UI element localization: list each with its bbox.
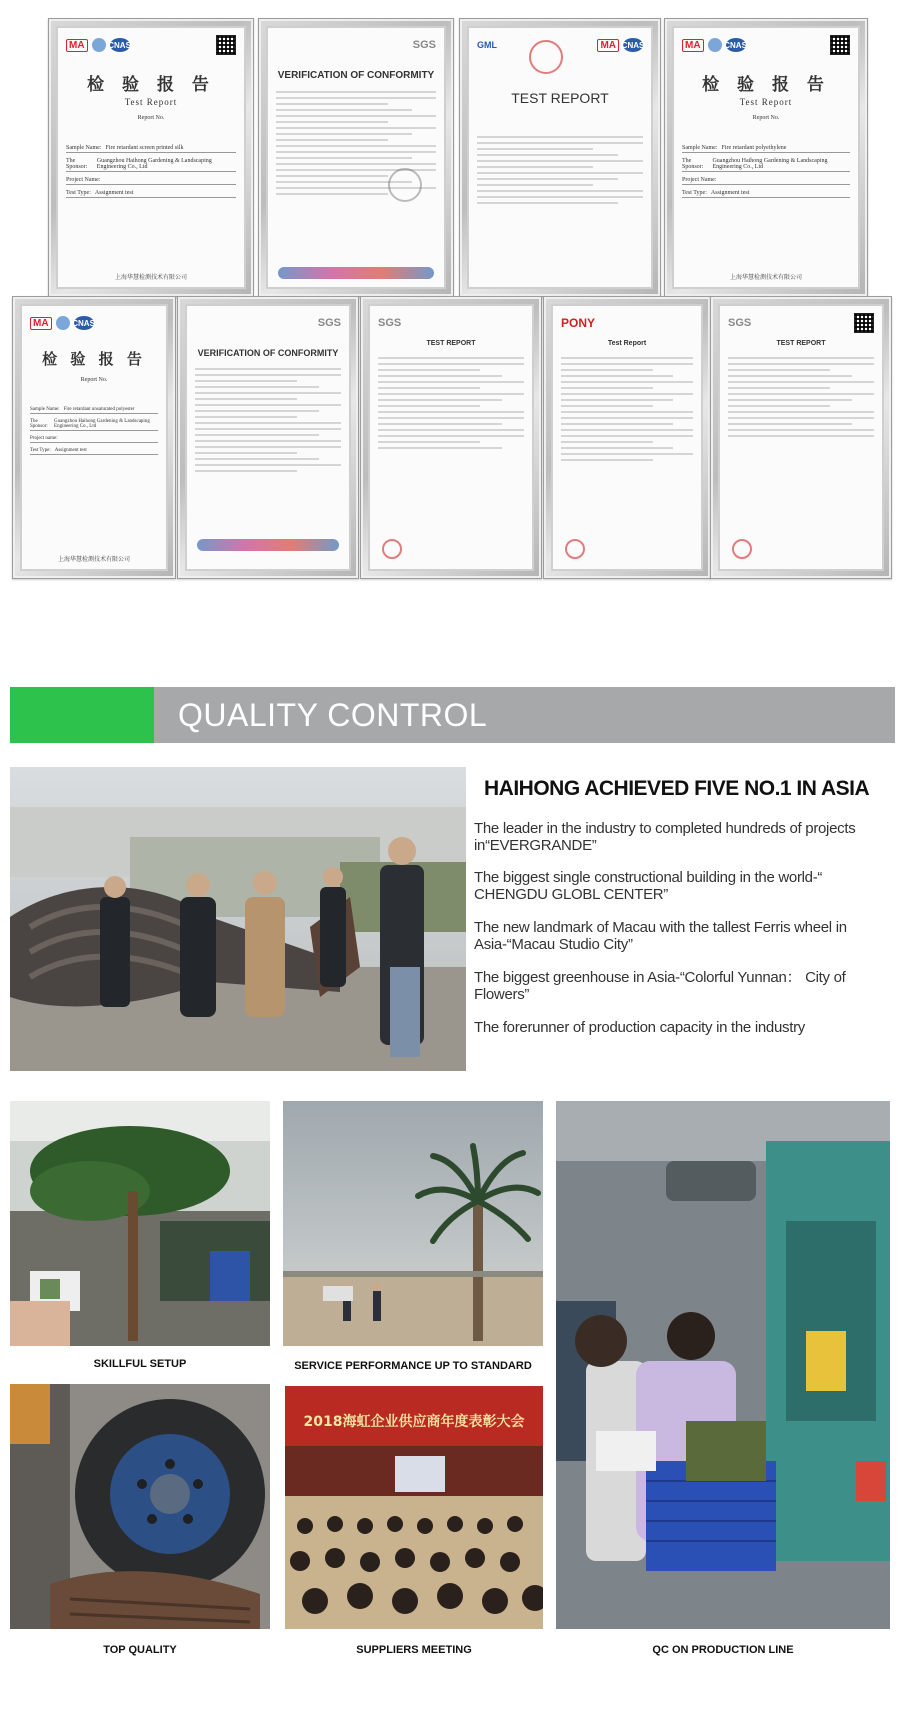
certificate-gml-test-report — [459, 18, 661, 297]
certificate-title: TEST REPORT — [776, 340, 826, 347]
certificate-paper — [368, 304, 534, 571]
sgs-logo-icon: SGS — [317, 317, 341, 329]
field-row: Test Type: Assignment test — [30, 448, 158, 455]
ilac-logo-icon — [92, 38, 106, 52]
certificate-logos — [561, 312, 693, 334]
achievement-item: The leader in the industry to completed hundreds of projects in“EVERGRANDE” — [474, 820, 856, 854]
palm-tree-scene — [283, 1101, 543, 1346]
inspection-scene — [10, 767, 466, 1071]
seal-icon — [388, 168, 422, 202]
ilac-logo-icon — [56, 316, 70, 330]
cnas-logo-icon: CNAS — [74, 316, 94, 330]
gml-logo-icon: GML — [477, 40, 497, 50]
sgs-ribbon-icon — [197, 539, 339, 551]
certificate-title: Test Report — [607, 340, 647, 347]
tree-setup-scene — [10, 1101, 270, 1346]
certificate-text-lines — [378, 357, 524, 449]
ma-logo-icon: MA — [66, 39, 88, 52]
ma-logo-icon: MA — [597, 39, 619, 52]
report-number: Report No. — [752, 115, 780, 121]
certificate-issuer: 上海华慧检测技术有限公司 — [57, 557, 130, 563]
qr-code-icon — [830, 35, 850, 55]
certificate-paper — [672, 26, 860, 289]
field-row: The Sponsor: Guangzhou Haihong Gardening & Landscaping Engineering Co., Ltd — [682, 158, 850, 172]
certificate-title-cn: 检 验 报 告 — [42, 350, 146, 368]
field-row: Sample Name: Fire retardant unsaturated polyester — [30, 407, 158, 414]
certificate-paper — [467, 26, 653, 289]
sgs-logo-icon: SGS — [378, 317, 402, 329]
certificate-test-report-cn-1 — [48, 18, 254, 297]
caption-qc-production-line: QC ON PRODUCTION LINE — [652, 1644, 794, 1656]
certificate-test-report-cn-3 — [12, 296, 176, 579]
certificate-test-report-cn-2 — [664, 18, 868, 297]
certificate-paper — [266, 26, 446, 289]
certificate-title: VERIFICATION OF CONFORMITY — [277, 70, 435, 81]
certificate-paper — [20, 304, 168, 571]
service-performance-photo — [283, 1101, 543, 1346]
seal-icon — [565, 539, 585, 559]
field-row: Project Name: — [682, 177, 850, 185]
sgs-ribbon-icon — [278, 267, 434, 279]
certificate-logos — [66, 34, 236, 56]
certificate-title-en: Test Report — [124, 97, 178, 107]
pony-logo-icon: PONY — [561, 316, 596, 330]
sgs-logo-icon: SGS — [412, 39, 436, 51]
field-row: The Sponsor: Guangzhou Haihong Gardening & Landscaping Engineering Co., Ltd — [66, 158, 236, 172]
caption-suppliers-meeting: SUPPLIERS MEETING — [356, 1644, 472, 1656]
ma-logo-icon: MA — [682, 39, 704, 52]
inspection-photo — [10, 767, 466, 1071]
field-row: Sample Name: Fire retardant polyethylene — [682, 145, 850, 153]
certificate-logos — [195, 312, 341, 334]
certificate-logos — [728, 312, 874, 334]
certificate-fields — [682, 145, 850, 198]
qr-code-icon — [854, 313, 874, 333]
certificate-text-lines — [195, 368, 341, 472]
quality-control-title: QUALITY CONTROL — [178, 697, 488, 733]
field-row: Test Type: Assignment test — [682, 190, 850, 198]
meeting-hall-scene — [285, 1386, 543, 1629]
certificate-verification-1 — [258, 18, 454, 297]
caption-top-quality: TOP QUALITY — [103, 1644, 177, 1656]
caption-skillful-setup: SKILLFUL SETUP — [93, 1358, 187, 1370]
certificate-text-lines — [477, 136, 643, 204]
truck-tire-scene — [10, 1384, 270, 1629]
qc-production-line-photo — [556, 1101, 890, 1629]
certificate-logos — [682, 34, 850, 56]
seal-icon — [529, 40, 563, 74]
certificate-title: TEST REPORT — [511, 90, 609, 106]
certificate-paper — [56, 26, 246, 289]
ilac-logo-icon — [708, 38, 722, 52]
achievement-item: The new landmark of Macau with the tallest Ferris wheel in Asia-“Macau Studio City” — [474, 919, 847, 953]
report-number: Report No. — [137, 115, 165, 121]
skillful-setup-photo — [10, 1101, 270, 1346]
seal-icon — [382, 539, 402, 559]
certificate-logos — [276, 34, 436, 56]
caption-service-performance: SERVICE PERFORMANCE UP TO STANDARD — [294, 1360, 532, 1372]
production-line-scene — [556, 1101, 890, 1629]
certificate-text-lines — [728, 357, 874, 437]
field-row: The Sponsor: Guangzhou Haihong Gardening & Landscaping Engineering Co., Ltd — [30, 419, 158, 431]
quality-control-accent — [10, 687, 154, 743]
certificate-fields — [66, 145, 236, 198]
cnas-logo-icon: CNAS — [110, 38, 130, 52]
report-number: Report No. — [80, 377, 108, 383]
seal-icon — [732, 539, 752, 559]
certificate-paper — [551, 304, 703, 571]
suppliers-meeting-photo — [285, 1386, 543, 1629]
certificate-title-cn: 检 验 报 告 — [87, 75, 215, 95]
field-row: Project name: — [30, 436, 158, 443]
certificate-title-en: Test Report — [739, 97, 793, 107]
meeting-banner: 2018海虹企业供应商年度表彰大会 — [303, 1414, 525, 1430]
sgs-logo-icon: SGS — [728, 317, 752, 329]
qr-code-icon — [216, 35, 236, 55]
ma-logo-icon: MA — [30, 317, 52, 330]
certificate-title: TEST REPORT — [426, 340, 476, 347]
certificate-paper — [185, 304, 351, 571]
certificate-paper — [718, 304, 884, 571]
certificate-issuer: 上海华慧检测技术有限公司 — [729, 275, 802, 281]
field-row: Project Name: — [66, 177, 236, 185]
certificate-logos — [30, 312, 158, 334]
field-row: Test Type: Assignment test — [66, 190, 236, 198]
certificate-text-lines — [561, 357, 693, 461]
certificate-title: VERIFICATION OF CONFORMITY — [197, 348, 339, 358]
cnas-logo-icon: CNAS — [623, 38, 643, 52]
achievement-item: The forerunner of production capacity in the industry — [474, 1019, 805, 1036]
top-quality-photo — [10, 1384, 270, 1629]
cnas-logo-icon: CNAS — [726, 38, 746, 52]
certificate-title-cn: 检 验 报 告 — [702, 75, 830, 95]
certificate-sgs-test-report-2 — [710, 296, 892, 579]
achievement-item: The biggest single constructional building in the world-“ CHENGDU GLOBL CENTER” — [474, 869, 823, 903]
achievements-heading: HAIHONG ACHIEVED FIVE NO.1 IN ASIA — [484, 777, 870, 800]
achievement-item: The biggest greenhouse in Asia-“Colorful Yunnan： City of Flowers” — [474, 969, 846, 1003]
field-row: Sample Name: Fire retardant screen printed silk — [66, 145, 236, 153]
certificate-issuer: 上海华慧检测技术有限公司 — [114, 275, 187, 281]
certificate-fields — [30, 407, 158, 455]
certificate-pony-test-report — [543, 296, 711, 579]
certificate-verification-2 — [177, 296, 359, 579]
certificate-sgs-test-report-1 — [360, 296, 542, 579]
certificate-logos — [378, 312, 524, 334]
